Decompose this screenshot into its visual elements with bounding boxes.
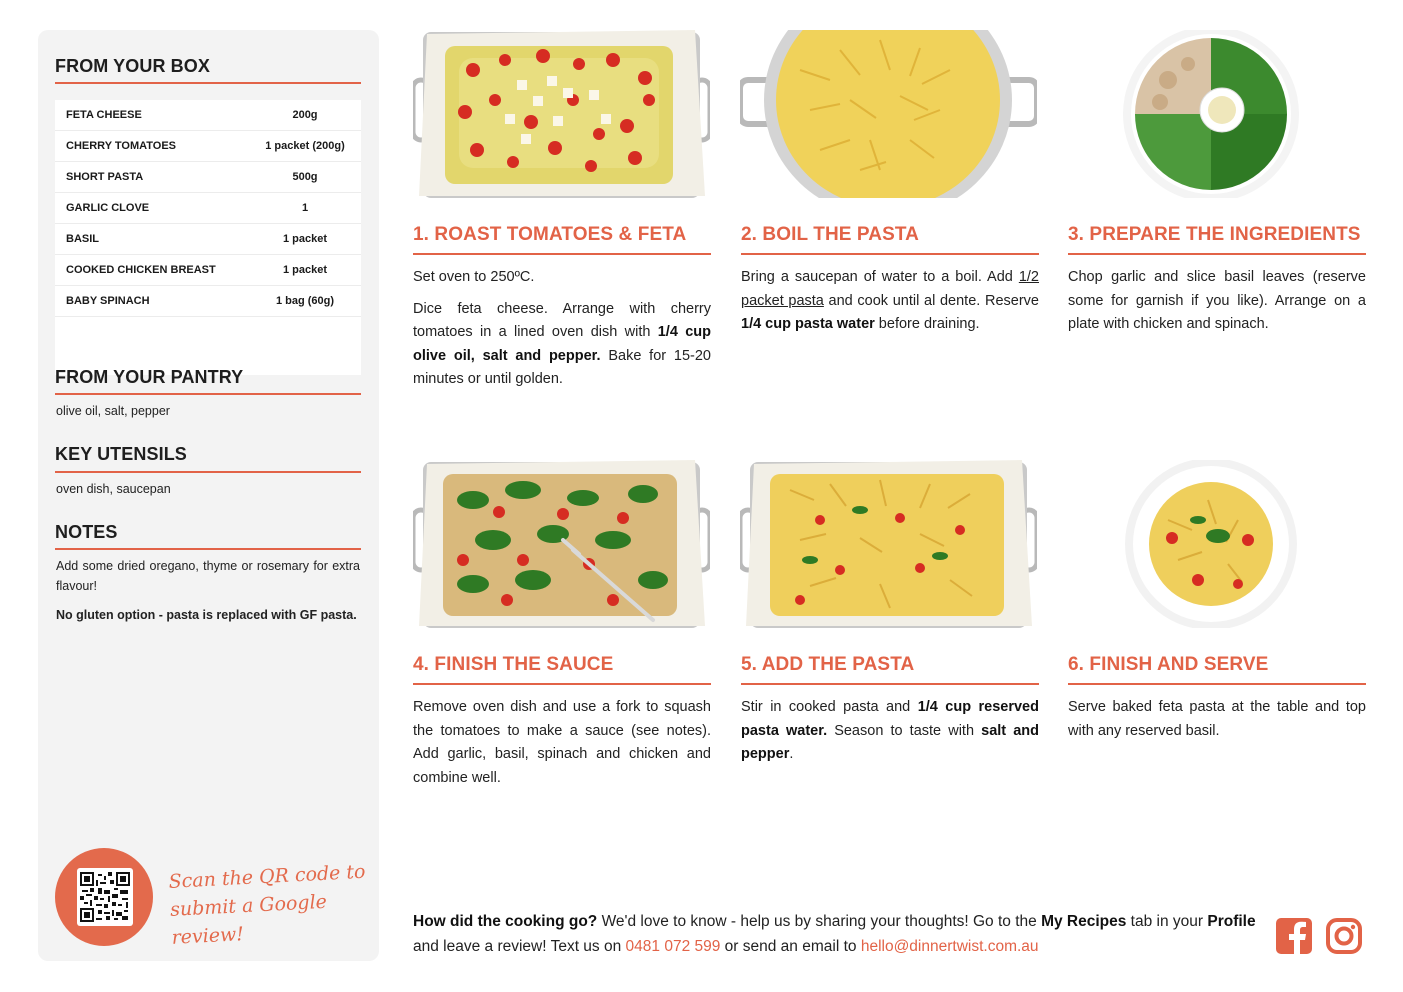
step-6-p1: Serve baked feta pasta at the table and top with any reserved basil. [1068,699,1366,739]
ingredient-name: SHORT PASTA [66,171,144,183]
step-1-p1: Set oven to 250ºC. [413,269,535,285]
ingredient-qty: 1 [301,202,309,214]
qr-code[interactable] [77,868,133,926]
utensils-text: oven dish, saucepan [56,482,171,496]
step-6-photo [1068,460,1365,628]
table-row [55,286,361,317]
divider [55,471,361,473]
feedback-footer: How did the cooking go? We'd love to know - help us by sharing your thoughts! Go to the My Recipes tab in your Profile and leave a review! Text us on 0481 072 599 or send an email to hello@dinnertwist.com.au [413,913,1256,955]
qr-code-icon [80,871,130,923]
phone-link[interactable]: 0481 072 599 [625,938,721,955]
profile-link[interactable]: Profile [1207,913,1256,930]
step-6-title: 6. FINISH AND SERVE [1068,654,1269,675]
step-2-p1: Bring a saucepan of water to a boil. Add 1/2 packet pasta and cook until al dente. Reserve 1/4 cup pasta water before draining. [741,269,1039,332]
qr-caption-line2: submit a Google review! [169,890,328,949]
table-row [55,131,361,162]
step-3-photo [1068,30,1365,198]
notes-gluten-free: No gluten option - pasta is replaced with GF pasta. [56,608,357,622]
sidebar [38,30,379,961]
qr-caption [168,858,372,952]
ingredient-name: CHERRY TOMATOES [66,140,177,152]
divider [55,393,361,395]
step-2-body [741,266,1039,345]
ingredient-name: BABY SPINACH [66,295,150,307]
step-3-title: 3. PREPARE THE INGREDIENTS [1068,224,1361,245]
roast-tray-image [413,30,710,198]
my-recipes-link[interactable]: My Recipes [1041,913,1127,930]
ingredient-name: COOKED CHICKEN BREAST [66,264,216,276]
step-1-title: 1. ROAST TOMATOES & FETA [413,224,687,245]
pasta-tray-image [740,460,1037,628]
ingredient-name: GARLIC CLOVE [66,202,150,214]
ingredient-name: FETA CHEESE [66,109,142,121]
ingredient-qty: 500g [292,171,318,183]
saucepan-pasta-image [740,30,1037,198]
ingredient-name: BASIL [66,233,99,245]
step-6-body [1068,696,1366,751]
footer-question: How did the cooking go? [413,913,598,930]
step-1-p2: Dice feta cheese. Arrange with cherry tomatoes in a lined oven dish with 1/4 cup olive oil, salt and pepper. Bake for 15-20 minutes or until golden. [413,300,711,387]
step-1-body [413,266,711,400]
divider [741,683,1039,685]
step-4-photo [413,460,710,628]
ingredient-qty: 200g [292,109,318,121]
ingredient-qty: 1 packet [282,264,328,276]
from-your-box-heading: FROM YOUR BOX [55,56,210,76]
notes-heading: NOTES [55,522,118,542]
step-3-body [1068,266,1366,345]
table-row [55,162,361,193]
step-4-p1: Remove oven dish and use a fork to squash the tomatoes to make a sauce (see notes). Add garlic, basil, spinach and chicken and combine well. [413,699,711,786]
step-5-body [741,696,1039,775]
divider [55,82,361,84]
step-2-photo [740,30,1037,198]
table-row [55,100,361,131]
email-link[interactable]: hello@dinnertwist.com.au [860,938,1039,955]
notes-text: Add some dried oregano, thyme or rosemary for extra flavour! [56,559,360,593]
facebook-icon[interactable] [1276,918,1312,954]
instagram-icon[interactable] [1326,918,1362,954]
qr-caption-line1: Scan the QR code to [168,860,366,893]
divider [413,683,711,685]
step-5-p1: Stir in cooked pasta and 1/4 cup reserved pasta water. Season to taste with salt and pepper. [741,699,1039,762]
ingredients-plate-image [1068,30,1365,198]
step-4-body [413,696,711,798]
step-3-p1: Chop garlic and slice basil leaves (reserve some for garnish if you like). Arrange on a plate with chicken and spinach. [1068,269,1366,332]
ingredient-qty: 1 bag (60g) [275,295,335,307]
table-row [55,193,361,224]
table-row [55,224,361,255]
qr-badge [55,848,153,946]
ingredients-table [55,100,361,375]
step-4-title: 4. FINISH THE SAUCE [413,654,614,675]
step-5-title: 5. ADD THE PASTA [741,654,915,675]
ingredient-qty: 1 packet (200g) [265,140,345,152]
step-5-photo [740,460,1037,628]
divider [1068,253,1366,255]
pantry-text: olive oil, salt, pepper [56,404,170,418]
pantry-heading: FROM YOUR PANTRY [55,367,244,387]
table-row [55,255,361,286]
ingredient-qty: 1 packet [282,233,328,245]
divider [741,253,1039,255]
step-1-photo [413,30,710,198]
step-2-title: 2. BOIL THE PASTA [741,224,919,245]
sauce-tray-image [413,460,710,628]
utensils-heading: KEY UTENSILS [55,444,187,464]
divider [1068,683,1366,685]
divider [413,253,711,255]
served-bowl-image [1068,460,1365,628]
divider [55,548,361,550]
